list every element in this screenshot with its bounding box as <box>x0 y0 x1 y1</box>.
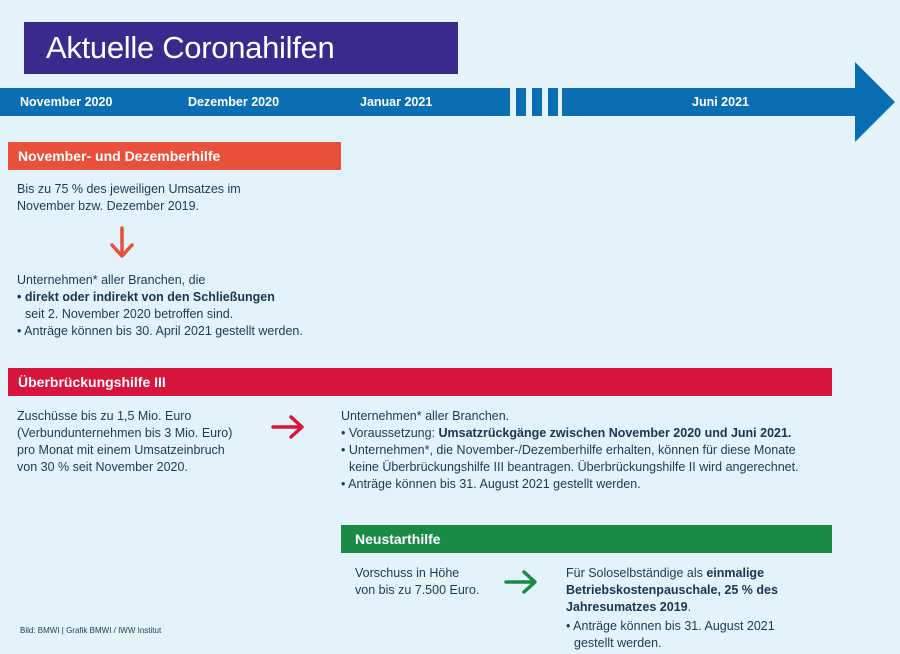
arrow-down-icon <box>108 226 136 260</box>
timeline-break-stripe <box>548 88 558 116</box>
text-line: Für Soloselbständige als <box>566 566 707 580</box>
section-heading-november-dezemberhilfe: November- und Dezemberhilfe <box>8 142 341 170</box>
text-line: pro Monat mit einem Umsatzeinbruch <box>17 443 225 457</box>
text-line: . <box>687 600 692 614</box>
timeline-break-stripe <box>516 88 526 116</box>
text-line: Vorschuss in Höhe <box>355 566 460 580</box>
section-heading-neustarthilfe: Neustarthilfe <box>341 525 832 553</box>
text-line: (Verbundunternehmen bis 3 Mio. Euro) <box>17 426 233 440</box>
section3-amount <box>355 565 479 599</box>
bullet-text: • Unternehmen*, die November-/Dezemberhilfe erhalten, können für diese Monate <box>341 443 796 457</box>
text-line: von 30 % seit November 2020. <box>17 460 188 474</box>
section1-eligibility <box>17 272 303 340</box>
section2-eligibility <box>341 408 799 493</box>
bullet-bold-text: • direkt oder indirekt von den Schließungen <box>17 290 275 304</box>
timeline-label: Januar 2021 <box>360 95 433 109</box>
text-line: Zuschüsse bis zu 1,5 Mio. Euro <box>17 409 192 423</box>
section-heading-ueberbrueckungshilfe: Überbrückungshilfe III <box>8 368 832 396</box>
image-credit: Bild: BMWI | Grafik BMWI / IWW Institut <box>20 626 162 635</box>
timeline-arrow-icon <box>855 62 895 142</box>
bullet-text: • Anträge können bis 31. August 2021 gestellt werden. <box>341 477 641 491</box>
text-line: November bzw. Dezember 2019. <box>17 199 200 213</box>
bullet-text: • Voraussetzung: <box>341 426 439 440</box>
timeline-label: Dezember 2020 <box>188 95 280 109</box>
text-line: von bis zu 7.500 Euro. <box>355 583 480 597</box>
text-line: Unternehmen* aller Branchen, die <box>17 273 206 287</box>
bold-text: einmalige <box>706 566 765 580</box>
section1-amount <box>17 181 241 215</box>
arrow-right-icon <box>270 413 306 441</box>
text-line: gestellt werden. <box>574 636 662 650</box>
text-line: seit 2. November 2020 betroffen sind. <box>25 307 234 321</box>
bullet-bold-text: Umsatzrückgänge zwischen November 2020 und Juni 2021. <box>438 426 792 440</box>
timeline-label: November 2020 <box>20 95 113 109</box>
page-title: Aktuelle Coronahilfen <box>24 22 458 74</box>
bullet-text: • Anträge können bis 30. April 2021 gestellt werden. <box>17 324 303 338</box>
timeline-break-stripe <box>532 88 542 116</box>
arrow-right-icon <box>503 568 539 596</box>
section3-description <box>566 565 778 652</box>
text-line: Bis zu 75 % des jeweiligen Umsatzes im <box>17 182 241 196</box>
timeline-label: Juni 2021 <box>692 95 749 109</box>
bold-text: Betriebskostenpauschale, 25 % des <box>566 583 778 597</box>
text-line: Unternehmen* aller Branchen. <box>341 409 510 423</box>
text-line: keine Überbrückungshilfe III beantragen. Überbrückungshilfe II wird angerechnet. <box>349 460 799 474</box>
bullet-text: • Anträge können bis 31. August 2021 <box>566 619 775 633</box>
bold-text: Jahresumatzes 2019 <box>566 600 688 614</box>
section2-amount <box>17 408 232 476</box>
